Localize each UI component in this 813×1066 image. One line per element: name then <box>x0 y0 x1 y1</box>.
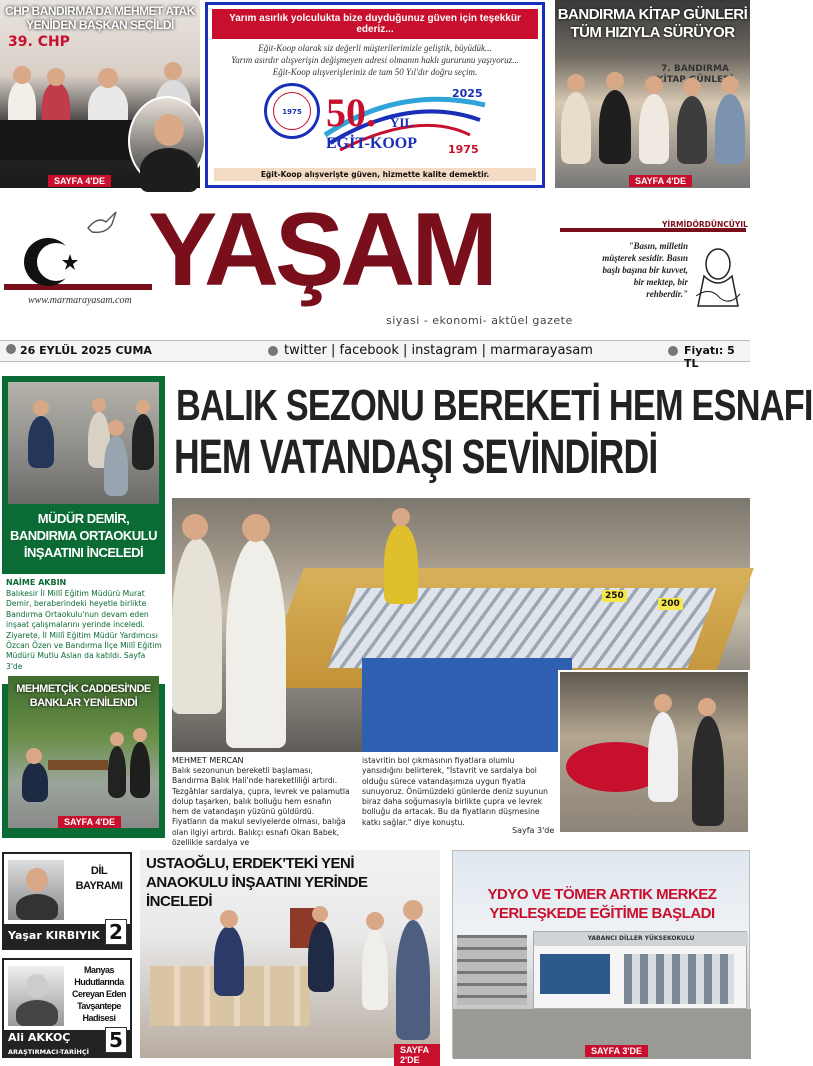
left-photo-1[interactable] <box>8 382 159 504</box>
ad-year-end: 2025 <box>452 87 483 100</box>
ataturk-quote: "Basın, milletin müşterek sesidir. Basın başlı başına bir kuvvet, bir mektep, bir rehberdir." <box>602 241 688 299</box>
crescent-star-icon <box>20 232 80 292</box>
story-ydyo[interactable] <box>452 850 750 1058</box>
issue-date: 26 EYLÜL 2025 CUMA <box>20 344 152 357</box>
story-anaokulu-headline[interactable]: USTAOĞLU, ERDEK'TEKİ YENİ ANAOKULU İNŞAATINI YERİNDE İNCELEDİ <box>146 855 368 910</box>
columnist-1-name: Yaşar KIRBIYIK <box>4 924 130 948</box>
date-bar <box>0 340 750 370</box>
logo[interactable]: YAŞAM <box>148 192 495 308</box>
bullet-icon <box>268 346 278 356</box>
left-photo-2[interactable] <box>8 676 159 828</box>
ad-yil: YIL <box>390 115 414 130</box>
year-tag: YİRMİDÖRDÜNCÜYIL <box>662 220 748 229</box>
social-links[interactable]: twitter | facebook | instagram | marmarayasam <box>284 343 593 358</box>
bullet-icon <box>668 346 678 356</box>
main-inset-photo[interactable] <box>558 670 750 834</box>
columnist-1-title: DİL BAYRAMI <box>75 865 123 892</box>
page-ref: SAYFA 4'DE <box>629 175 692 187</box>
slogan: siyasi - ekonomi- aktüel gazete <box>386 314 573 327</box>
top-left-story[interactable] <box>0 0 200 188</box>
left-headline[interactable]: MÜDÜR DEMİR, BANDIRMA ORTAOKULU İNŞAATINI İNCELEDİ <box>10 511 157 560</box>
ad-50: 50. <box>326 90 376 135</box>
banner-text: 39. CHP <box>8 34 70 50</box>
ad-brand: EĞİT-KOOP <box>326 135 417 152</box>
ad-line-1: Eğit-Koop olarak siz değerli müşterilerimizle geliştik, büyüdük... <box>258 43 492 53</box>
columnist-2-name: Ali AKKOÇ <box>8 1031 71 1044</box>
second-headline[interactable]: MEHMETÇİK CADDESİ'NDE BANKLAR YENİLENDİ <box>16 683 151 709</box>
left-body: Balıkesir İl Millî Eğitim Müdürü Murat Demir, beraberindeki heyetle birlikte Bandırma Ortaokulu'nun devam eden inşaat çalışmalarını yerinde inceledi. Ziyarete, İl Millî Eğitim Müdür Yardımcısı Özcan Özen ve Bandırma İlçe Millî Eğitim Müdürü Mutlu Aslan da katıldı. Sayfa 3'de <box>6 589 162 671</box>
ad-footer: Eğit-Koop alışverişte güven, hizmette kalite demektir. <box>214 168 536 181</box>
columnist-1-page: 2 <box>105 919 127 945</box>
page-ref: SAYFA 3'DE <box>585 1045 648 1057</box>
headline-line-2[interactable]: HEM VATANDAŞI SEVİNDİRDİ <box>174 431 658 484</box>
columnist-2-role: ARAŞTIRMACI-TARİHÇİ <box>8 1048 90 1056</box>
page-ref: SAYFA 4'DE <box>48 175 111 187</box>
columnist-2[interactable] <box>2 958 132 1058</box>
headline-line-1[interactable]: BALIK SEZONU BEREKETİ HEM ESNAFI <box>176 381 813 430</box>
columnist-2-title: Manyas Hudutlarında Cereyan Eden Tavşantepe Hadisesi <box>71 965 127 1023</box>
inset-portrait <box>128 96 206 186</box>
top-right-story[interactable] <box>555 0 750 188</box>
main-author: MEHMET MERCAN <box>172 756 244 765</box>
page-ref: SAYFA 2'DE <box>394 1044 440 1066</box>
dove-icon <box>84 208 120 242</box>
top-right-headline[interactable]: BANDIRMA KİTAP GÜNLERİ TÜM HIZIYLA SÜRÜYOR <box>557 6 748 41</box>
ataturk-portrait <box>690 240 744 308</box>
columnist-2-page: 5 <box>105 1027 127 1053</box>
website[interactable]: www.marmarayasam.com <box>28 295 132 306</box>
top-left-headline[interactable]: CHP BANDIRMA'DA MEHMET ATAK YENİDEN BAŞKAN SEÇİLDİ <box>5 4 195 32</box>
main-photo[interactable] <box>172 498 750 752</box>
bullet-icon <box>6 344 16 354</box>
columnist-2-photo <box>8 966 64 1026</box>
left-author: NAİME AKBIN <box>6 578 67 587</box>
page-ref: SAYFA 4'DE <box>58 816 121 828</box>
book-days-banner: 7. BANDIRMA KİTAP GÜNLERİ <box>656 64 734 85</box>
building-sign: YABANCI DİLLER YÜKSEKOKULU <box>534 932 748 946</box>
masthead <box>0 192 750 336</box>
main-col-2: istavritin bol çıkmasının fiyatlara olumlu yansıdığını belirterek, "İstavrit ve sardalya bol olduğu sürece vatandaşımıza uygun fiyatla sunuyoruz. Önümüzdeki günlerde deniz suyunun biraz daha soğumasıyla birlikte çupra ve levrek bolluğu da artacak. Bu da fiyatların düşmesine katkı sağlar." diye konuştu. <box>362 756 548 827</box>
egitkoop-seal-icon: 1975 <box>264 83 320 139</box>
price-tag: 200 <box>658 598 683 610</box>
columnist-1[interactable] <box>2 852 132 950</box>
ad-line-2: Yarım asırdır alışverişin değişmeyen adresi olmanın haklı gururunu yaşıyoruz... <box>231 55 519 65</box>
columnist-1-photo <box>8 860 64 920</box>
main-page-ref: Sayfa 3'de <box>512 826 555 835</box>
price: Fiyatı: 5 TL <box>684 344 735 370</box>
egitkoop-ad[interactable] <box>205 2 545 188</box>
left-column <box>2 376 165 838</box>
main-headline[interactable] <box>172 376 813 494</box>
ad-top-banner: Yarım asırlık yolculukta bize duyduğunuz güven için teşekkür ederiz... <box>212 9 538 39</box>
ad-line-3: Eğit-Koop alışverişleriniz de tam 50 Yıl'dır doğru seçim. <box>272 67 478 77</box>
price-tag: 250 <box>602 590 627 602</box>
story-ydyo-headline[interactable]: YDYO VE TÖMER ARTIK MERKEZ YERLEŞKEDE EĞİTİME BAŞLADI <box>487 886 717 922</box>
ad-year-start: 1975 <box>448 143 479 156</box>
main-col-1: Balık sezonunun bereketli başlaması, Bandırma Balık Hali'nde hareketliliği artırdı. Tezgâhlar sardalya, çupra, levrek ve palamutla dolup taşarken, balık bolluğu hem esnafın hem de vatandaşın yüzünü güldürdü. Fiyatların da makul seviyelerde olması, balığa olan ilgiyi artırdı. Balıkçı esnafı Okan Babek, özellikle sardalya ve <box>172 766 350 848</box>
story-anaokulu[interactable] <box>140 850 440 1065</box>
